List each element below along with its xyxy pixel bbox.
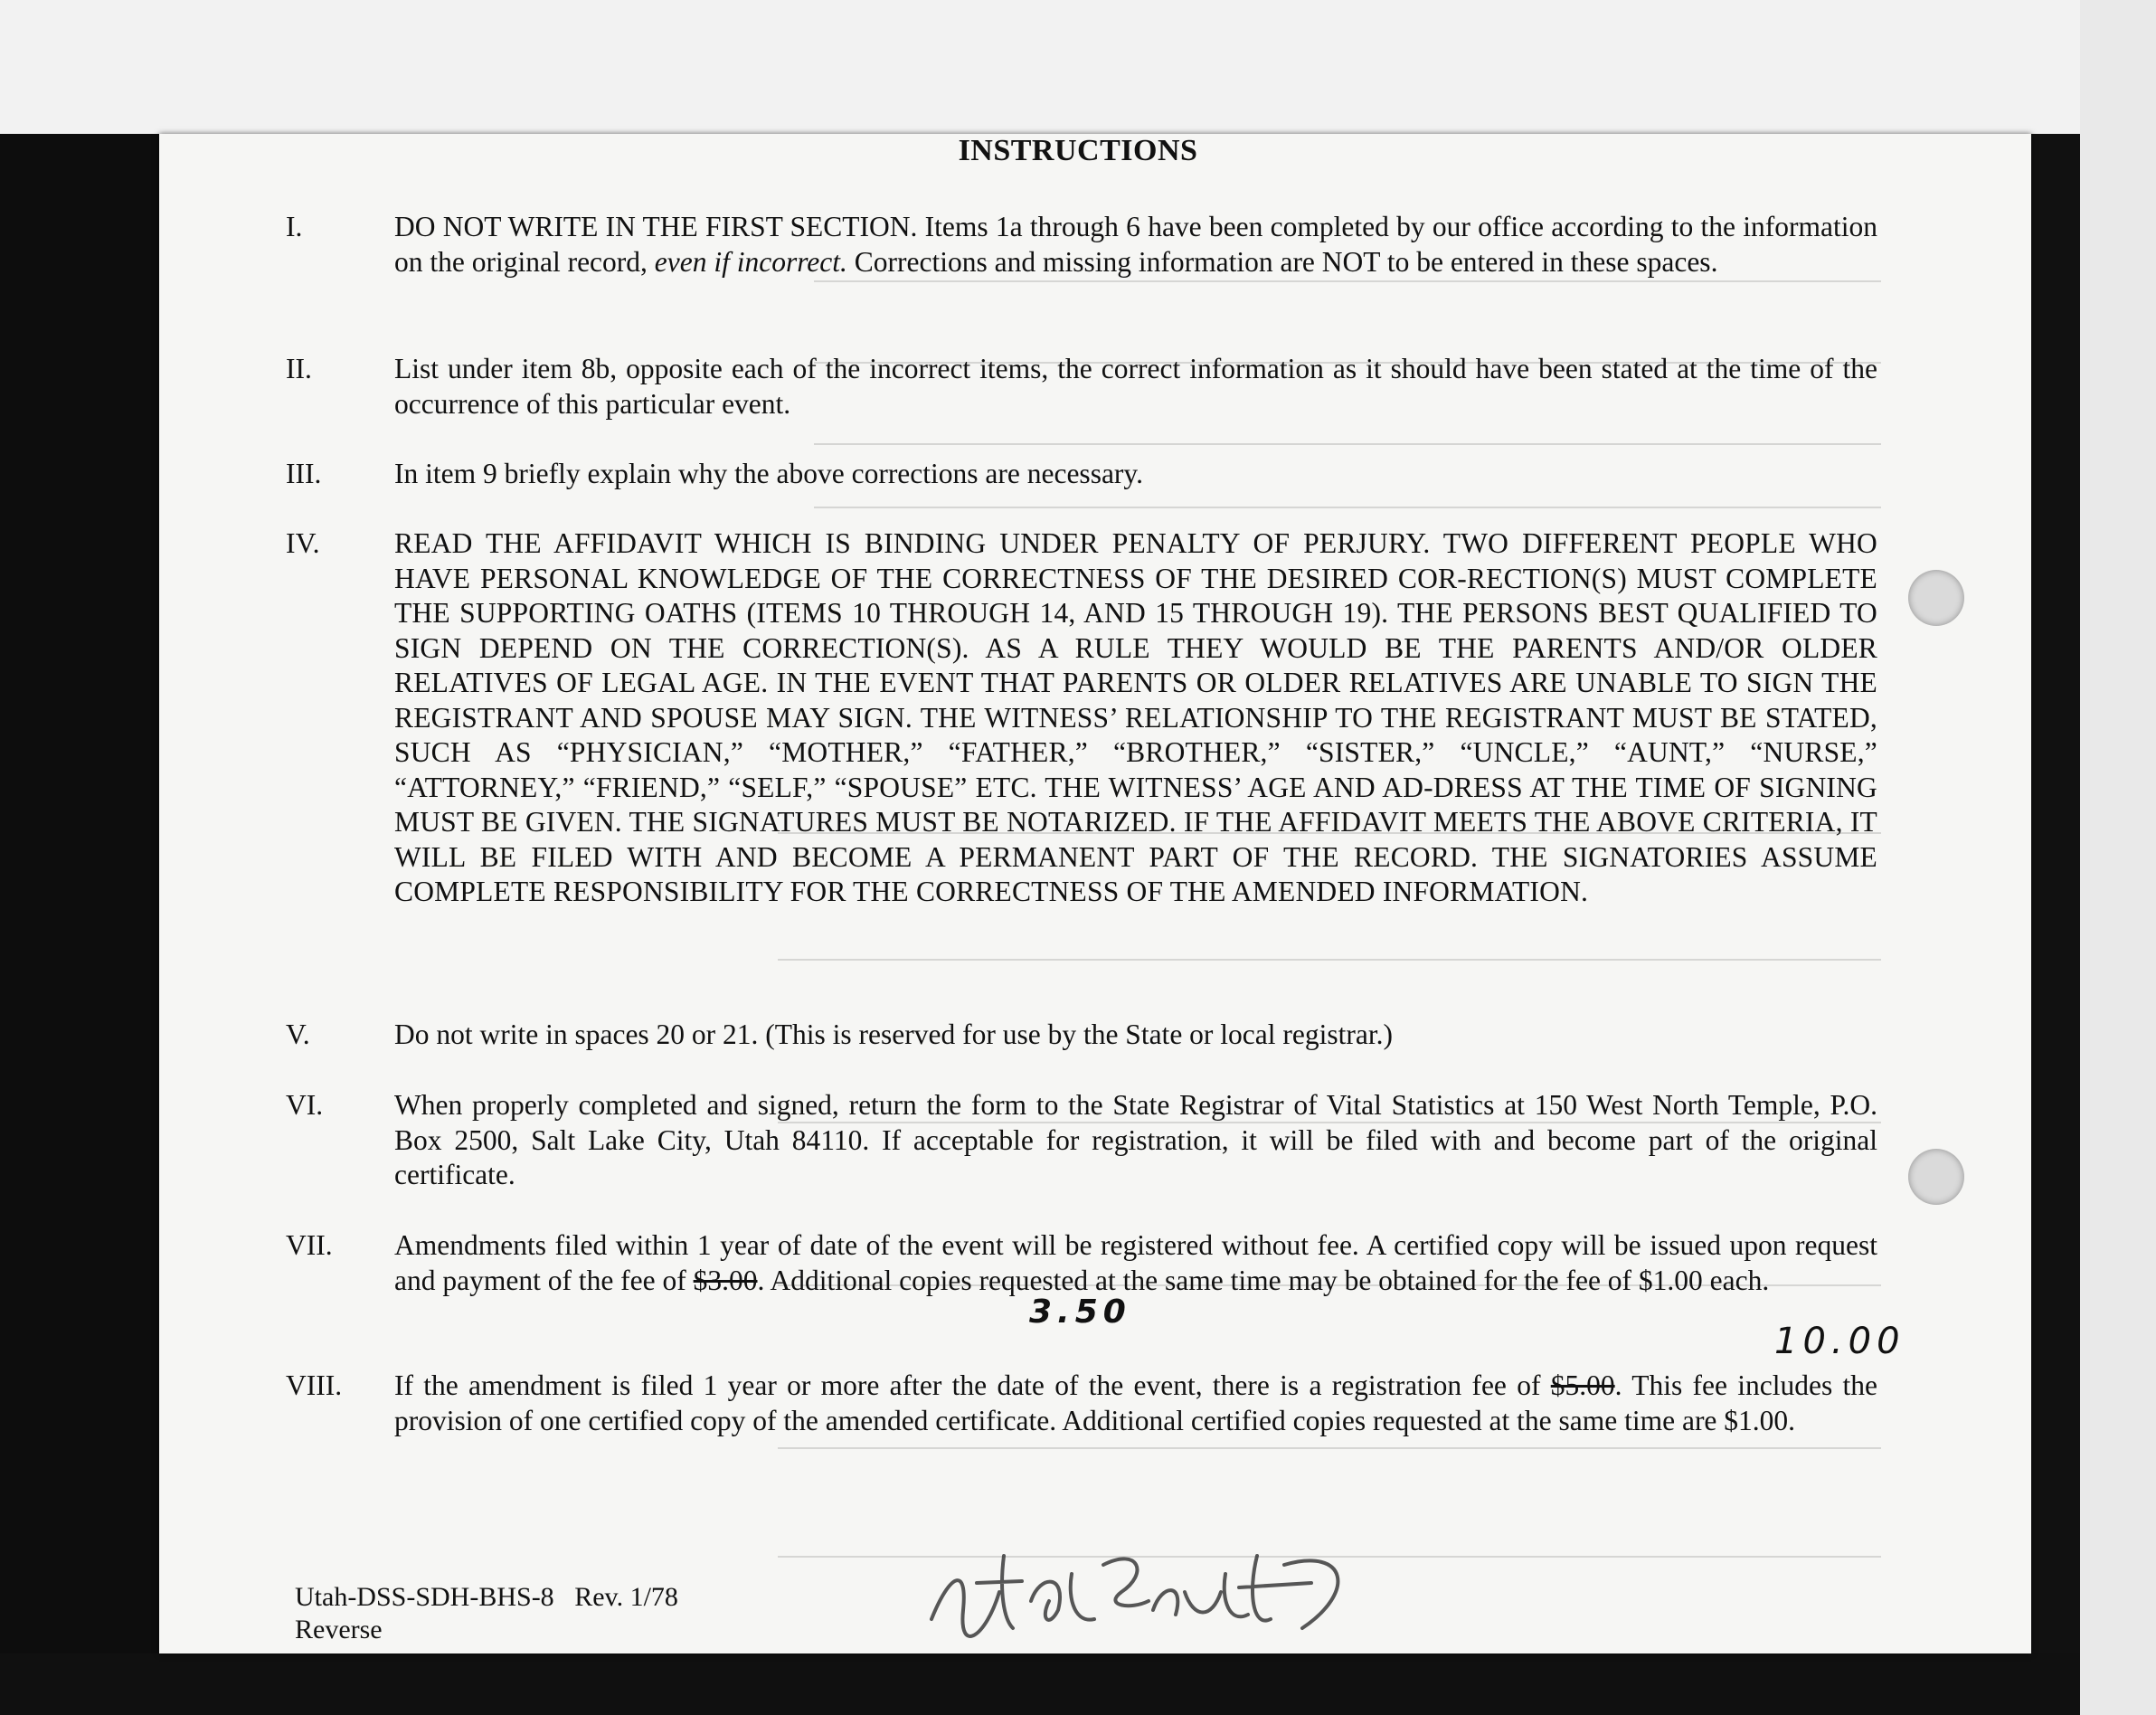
form-side: Reverse: [295, 1615, 383, 1644]
instruction-ii: [286, 352, 1877, 422]
scan-bottom-margin: [0, 1653, 2156, 1715]
form-footer: [295, 1581, 678, 1646]
instruction-i: [286, 210, 1877, 280]
punch-hole-top: [1908, 570, 1964, 626]
form-id-line: [295, 1581, 678, 1614]
item-number: V.: [286, 1019, 310, 1050]
item-number: VII.: [286, 1229, 333, 1261]
item-number: VI.: [286, 1089, 324, 1121]
struck-fee: $5.00: [1550, 1369, 1615, 1401]
instruction-iv: [286, 526, 1877, 910]
item-text: When properly completed and signed, return the form to the State Registrar of Vital Statistics at 150 West North Temple, P.O. Box 2500, Salt Lake City, Utah 84110. If acceptable for registration, it will be filed with and become part of the original certificate.: [394, 1089, 1877, 1190]
item-number: VIII.: [286, 1369, 343, 1401]
item-text-part: Items 1a through 6 have been completed by our office according to the information on the original record,: [394, 211, 1877, 278]
instruction-viii: [286, 1369, 1877, 1438]
item-number: I.: [286, 211, 303, 242]
instruction-iii: [286, 457, 1877, 492]
item-text-part: If the amendment is filed 1 year or more after the date of the event, there is a registration fee of: [394, 1369, 1551, 1401]
handwritten-fee-viii: 10.00: [1774, 1321, 1905, 1362]
item-text-part: Corrections and missing information are NOT to be entered in these spaces.: [846, 245, 1718, 278]
item-text-part: . This fee includes the provision of one certified copy of the amended certificate. Additional certified copies requested at the same time are $1.00.: [394, 1369, 1878, 1436]
item-lead-text: DO NOT WRITE IN THE FIRST SECTION.: [394, 211, 918, 242]
item-number: II.: [286, 353, 312, 384]
instruction-vi: [286, 1088, 1877, 1193]
item-text: [394, 1228, 1877, 1298]
handwritten-fee-vii: 3.50: [1029, 1293, 1131, 1331]
item-text-part: . Additional copies requested at the same time may be obtained for the fee of $1.00 each.: [757, 1264, 1770, 1296]
scan-right-margin: [2080, 0, 2156, 1715]
item-text: READ THE AFFIDAVIT WHICH IS BINDING UNDER PENALTY OF PERJURY. TWO DIFFERENT PEOPLE WHO HAVE PERSONAL KNOWLEDGE OF THE CORRECTNESS OF THE DESIRED COR-RECTION(S) MUST COMPLETE THE SUPPORTING OATHS (ITEMS 10 THROUGH 14, AND 15 THROUGH 19). THE PERSONS BEST QUALIFIED TO SIGN DEPEND ON THE CORRECTION(S). AS A RULE THEY WOULD BE THE PARENTS AND/OR OLDER RELATIVES OF LEGAL AGE. IN THE EVENT THAT PARENTS OR OLDER RELATIVES ARE UNABLE TO SIGN THE REGISTRANT AND SPOUSE MAY SIGN. THE WITNESS’ RELATIONSHIP TO THE REGISTRANT MUST BE STATED, SUCH AS “PHYSICIAN,” “MOTHER,” “FATHER,” “BROTHER,” “SISTER,” “UNCLE,” “AUNT,” “NURSE,” “ATTORNEY,” “FRIEND,” “SELF,” “SPOUSE” ETC. THE WITNESS’ AGE AND AD-DRESS AT THE TIME OF SIGNING MUST BE GIVEN. THE SIGNATURES MUST BE NOTARIZED. IF THE AFFIDAVIT MEETS THE ABOVE CRITERIA, IT WILL BE FILED WITH AND BECOME A PERMANENT PART OF THE RECORD. THE SIGNATORIES ASSUME COMPLETE RESPONSIBILITY FOR THE CORRECTNESS OF THE AMENDED INFORMATION.: [394, 527, 1877, 907]
form-id: Utah-DSS-SDH-BHS-8: [295, 1582, 554, 1612]
item-italic-text: even if incorrect.: [654, 245, 847, 278]
handwritten-signature: [913, 1538, 1366, 1646]
form-revision: Rev. 1/78: [574, 1582, 678, 1612]
struck-fee: $3.00: [693, 1264, 758, 1296]
page-title: INSTRUCTIONS: [958, 134, 1198, 167]
instruction-v: [286, 1018, 1877, 1053]
item-text: Do not write in spaces 20 or 21. (This is reserved for use by the State or local registrar.): [394, 1019, 1393, 1050]
item-text: [394, 1369, 1877, 1438]
item-text: List under item 8b, opposite each of the incorrect items, the correct information as it should have been stated at the time of the occurrence of this particular event.: [394, 353, 1877, 420]
scan-left-margin: [0, 134, 159, 1653]
item-number: IV.: [286, 527, 320, 559]
item-text-part: Amendments filed within 1 year of date of the event will be registered without fee. A certified copy will be issued upon request and payment of the fee of: [394, 1229, 1877, 1296]
item-text: [394, 210, 1877, 280]
punch-hole-bottom: [1908, 1149, 1964, 1205]
instruction-vii: [286, 1228, 1877, 1298]
item-text: In item 9 briefly explain why the above corrections are necessary.: [394, 458, 1143, 489]
scan-top-margin: [0, 0, 2156, 134]
item-number: III.: [286, 458, 322, 489]
